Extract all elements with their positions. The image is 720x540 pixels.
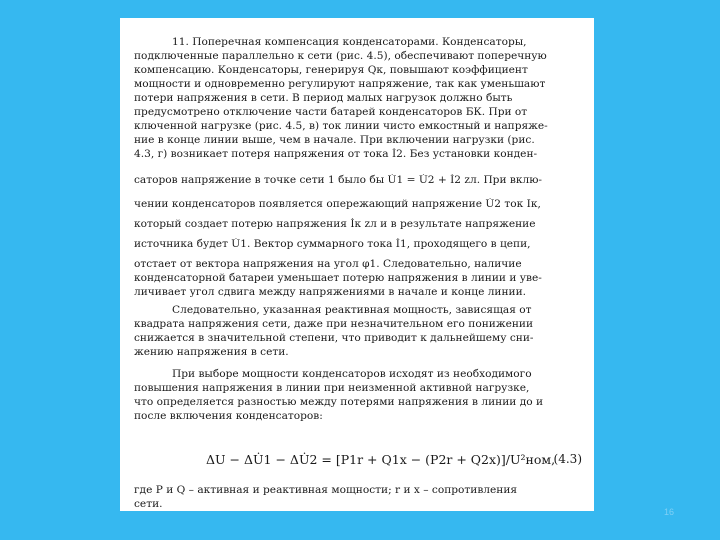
text-line: подключенные параллельно к сети (рис. 4.5), обеспечивают поперечную (134, 50, 547, 62)
text-line: потери напряжения в сети. В период малых нагрузок должно быть (134, 92, 513, 104)
text-line: 4.3, г) возникает потеря напряжения от тока İ2. Без установки конден- (134, 148, 538, 160)
text-line: Следовательно, указанная реактивная мощность, зависящая от (172, 304, 532, 316)
document-page (120, 18, 594, 511)
text-line: личивает угол сдвига между напряжениями в начале и конце линии. (134, 286, 527, 298)
text-line: квадрата напряжения сети, даже при незначительном его понижении (134, 318, 534, 330)
text-line: жению напряжения в сети. (134, 346, 289, 358)
text-line: мощности и одновременно регулируют напряжение, так как уменьшают (134, 78, 546, 90)
text-line: источника будет U̇1. Вектор суммарного тока İ1, проходящего в цепи, (134, 238, 531, 250)
equation-number: (4.3) (553, 452, 582, 466)
text-line: чении конденсаторов появляется опережающий напряжение U̇2 ток Iк, (134, 198, 541, 210)
text-line: предусмотрено отключение части батарей конденсаторов БК. При от (134, 106, 528, 118)
text-line: после включения конденсаторов: (134, 410, 323, 422)
text-line: При выборе мощности конденсаторов исходят из необходимого (172, 368, 532, 380)
text-line: отстает от вектора напряжения на угол φ1. Следовательно, наличие (134, 258, 522, 270)
text-line: который создает потерю напряжения İк zл и в результате напряжение (134, 218, 536, 230)
text-line: где P и Q – активная и реактивная мощности; r и x – сопротивления (134, 484, 518, 496)
text-line: что определяется разностью между потерями напряжения в линии до и (134, 396, 544, 408)
formula-4-3: ΔU − ΔU̇1 − ΔU̇2 = [P1r + Q1x − (P2r + Q2x)]/U²ном, (206, 452, 556, 467)
text-line: саторов напряжение в точке сети 1 было бы U̇1 = U̇2 + İ2 zл. При вклю- (134, 174, 543, 186)
text-line: 11. Поперечная компенсация конденсаторами. Конденсаторы, (172, 36, 527, 48)
text-line: повышения напряжения в линии при неизменной активной нагрузке, (134, 382, 530, 394)
text-line: снижается в значительной степени, что приводит к дальнейшему сни- (134, 332, 534, 344)
slide-page-number: 16 (664, 507, 675, 517)
text-line: компенсацию. Конденсаторы, генерируя Qк, повышают коэффициент (134, 64, 528, 76)
text-line: ние в конце линии выше, чем в начале. При включении нагрузки (рис. (134, 134, 535, 146)
text-line: ключенной нагрузке (рис. 4.5, в) ток линии чисто емкостный и напряже- (134, 120, 548, 132)
text-line: сети. (134, 498, 163, 510)
text-line: конденсаторной батареи уменьшает потерю напряжения в линии и уве- (134, 272, 542, 284)
